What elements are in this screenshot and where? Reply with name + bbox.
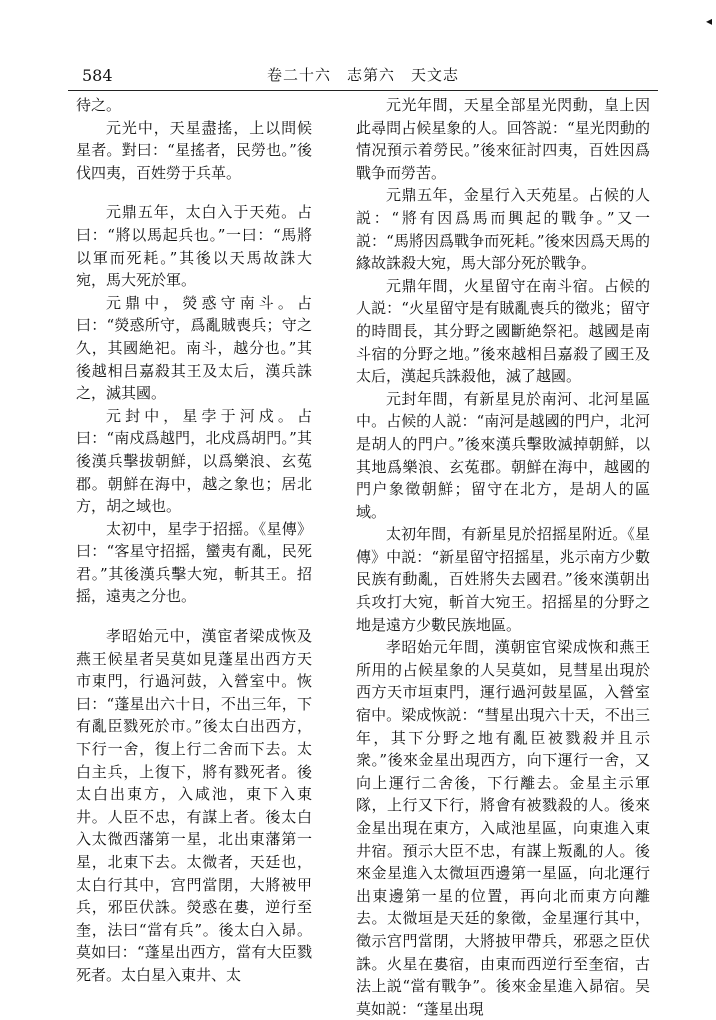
classical-text-column (76, 94, 312, 987)
paragraph: 元鼎五年，金星行入天苑星。占候的人説：“將有因爲馬而興起的戰争。”又一説：“馬將因爲戰争而死耗。”後來因爲天馬的緣故誅殺大宛，馬大部分死於戰争。 (356, 186, 650, 273)
page-edge-mark: ◂ (705, 14, 712, 28)
page-number: 584 (82, 66, 113, 85)
paragraph: 孝昭始元年間，漢朝宦官梁成恢和燕王所用的占候星象的人吴莫如，見彗星出現於西方天市垣東門，運行過河鼓星區，入營室宿中。梁成恢説：“彗星出現六十天，不出三年，其下分野之地有亂臣被戮殺并且示衆。”後來金星出現西方，向下運行一舍，又向上運行二舍後，下行離去。金星主示軍隊，上行又下行，將會有被戮殺的人。後來金星出現在東方，入咸池星區，向東進入東井宿。預示大臣不忠，有謀上叛亂的人。後來金星進入太微垣西邊第一星區，向北運行出東邊第一星的位置，再向北而東方向離去。太微垣是天廷的象徵，金星運行其中，徵示宫門當閉，大將披甲帶兵，邪惡之臣伏誅。火星在婁宿，由東而西逆行至奎宿，古法上説“當有戰争”。後來金星進入昴宿。吴莫如説：“蓬星出現 (356, 638, 650, 1018)
paragraph: 元光中，天星盡搖，上以問候星者。對曰：“星搖者，民勞也。”後伐四夷，百姓勞于兵革。 (76, 118, 312, 182)
paragraph: 元鼎年間，火星留守在南斗宿。占候的人説：“火星留守是有賊亂喪兵的徵兆；留守的時間長，其分野之國斷絶祭祀。越國是南斗宿的分野之地。”後來越相吕嘉殺了國王及太后，漢起兵誅殺他，滅了越國。 (356, 276, 650, 386)
paragraph: 元光年間，天星全部星光閃動，皇上因此尋問占候星象的人。回答説：“星光閃動的情况預示着勞民。”後來征討四夷，百姓因爲戰争而勞苦。 (356, 96, 650, 182)
page-header (68, 64, 658, 91)
paragraph: 孝昭始元中，漢宦者梁成恢及燕王候星者吴莫如見蓬星出西方天市東門，行過河鼓，入營室中。恢曰：“蓬星出六十日，不出三年，下有亂臣戮死於市。”後太白出西方，下行一舍，復上行二舍而下去。太白主兵，上復下，將有戮死者。後太白出東方，入咸池，東下入東井。人臣不忠，有謀上者。後太白入太微西藩第一星，北出東藩第一星，北東下去。太微者，天廷也，太白行其中，宫門當閉，大將被甲兵，邪臣伏誅。熒惑在婁，逆行至奎，法曰“當有兵”。後太白入昴。莫如曰：“蓬星出西方，當有大臣戮死者。太白星入東井、太 (76, 627, 312, 984)
paragraph: 元鼎五年，太白入于天苑。占曰：“將以馬起兵也。”一曰：“馬將以軍而死耗。”其後以天馬故誅大宛，馬大死於軍。 (76, 203, 312, 290)
paragraph: 元鼎中，熒惑守南斗。占曰：“熒惑所守，爲亂賊喪兵；守之久，其國絶祀。南斗，越分也。”其後越相吕嘉殺其王及太后，漢兵誅之，滅其國。 (76, 293, 312, 403)
paragraph-gap (76, 608, 312, 625)
paragraph-gap (76, 184, 312, 201)
paragraph: 太初年間，有新星見於招摇星附近。《星傳》中説：“新星留守招摇星，兆示南方少數民族有動亂，百姓將失去國君。”後來漢朝出兵攻打大宛，斬首大宛王。招摇星的分野之地是遠方少數民族地區。 (356, 525, 650, 634)
paragraph: 待之。 (76, 96, 122, 114)
paragraph: 元封中，星孛于河戍。占曰：“南戍爲越門，北戍爲胡門。”其後漢兵擊拔朝鮮，以爲樂浪、玄菟郡。朝鮮在海中，越之象也；居北方，胡之域也。 (76, 406, 312, 516)
paragraph: 太初中，星孛于招摇。《星傳》曰：“客星守招摇，蠻夷有亂，民死君。”其後漢兵擊大宛，斬其王。招摇，遠夷之分也。 (76, 519, 312, 606)
translation-column (356, 94, 650, 1020)
running-title: 卷二十六 志第六 天文志 (266, 66, 459, 84)
paragraph: 元封年間，有新星見於南河、北河星區中。占候的人説：“南河是越國的門户，北河是胡人的門户。”後來漢兵擊敗滅掉朝鮮，以其地爲樂浪、玄菟郡。朝鮮在海中，越國的門户象徵朝鮮；留守在北方，是胡人的區域。 (356, 389, 650, 521)
